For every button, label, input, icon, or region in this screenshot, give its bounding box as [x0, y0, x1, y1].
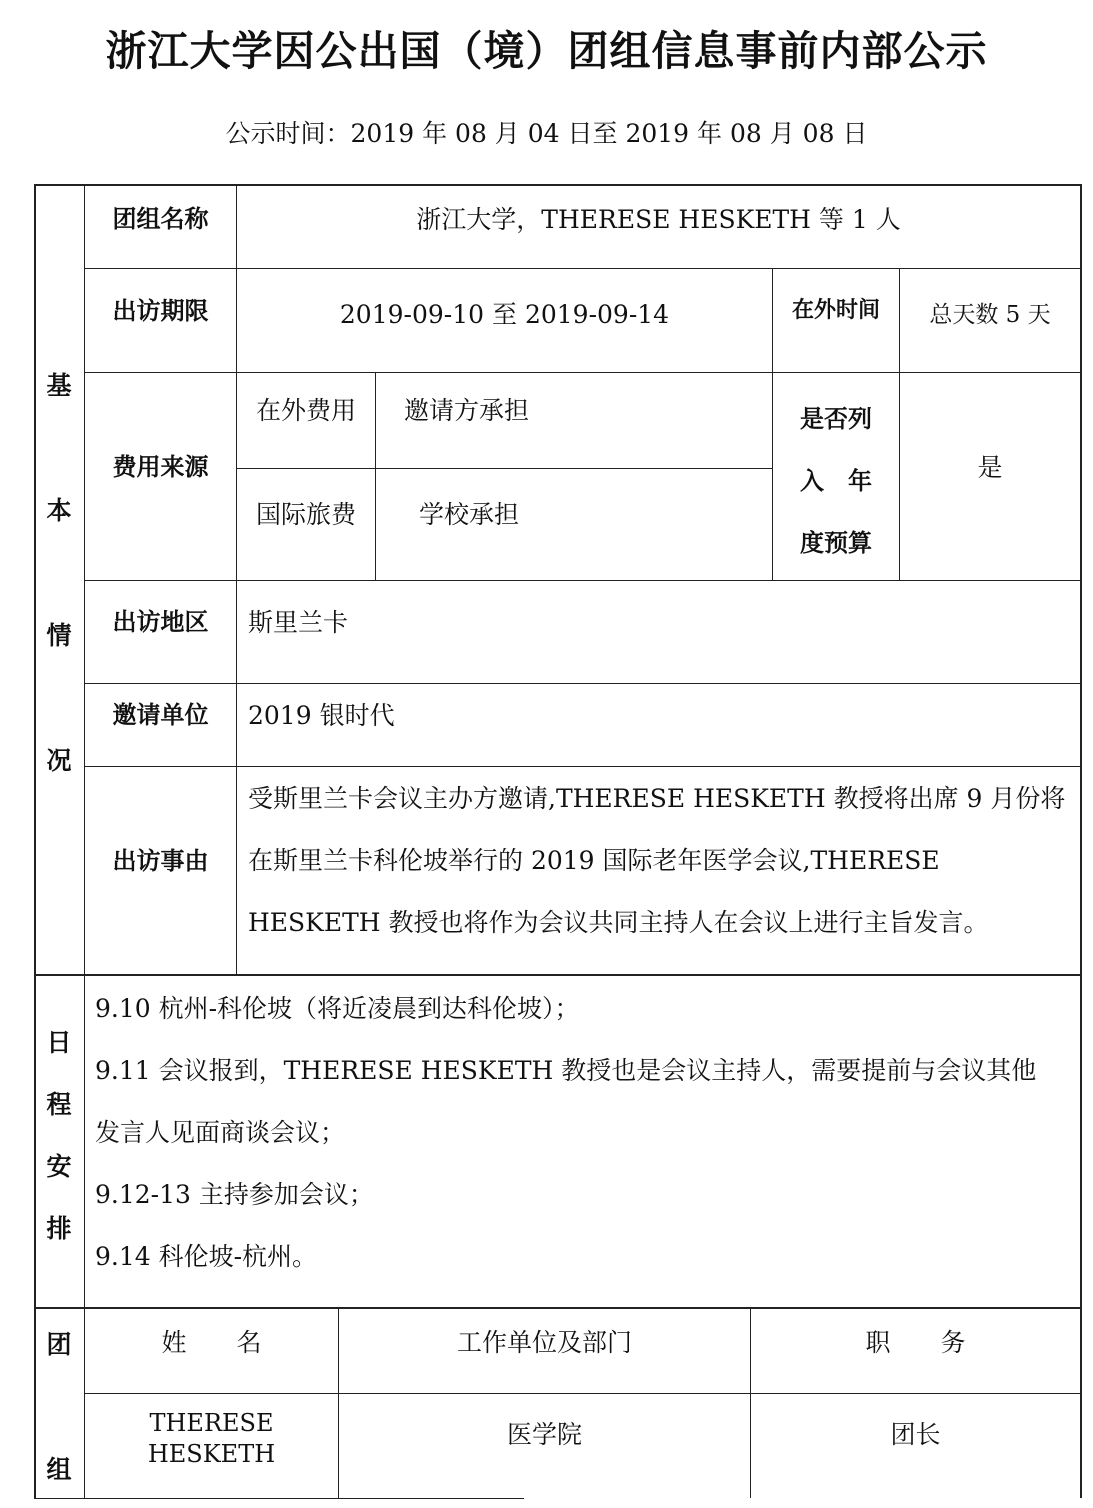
- member-unit-header: 工作单位及部门: [456, 1327, 632, 1357]
- section-label-basic-1: 基: [46, 371, 72, 400]
- reason-line: HESKETH 教授也将作为会议共同主持人在会议上进行主旨发言。: [248, 908, 989, 937]
- member-unit: 医学院: [506, 1419, 582, 1449]
- abroad-cost-label: 在外费用: [255, 395, 356, 425]
- reason-line: 受斯里兰卡会议主办方邀请,THERESE HESKETH 教授将出席 9 月份将: [248, 784, 1066, 813]
- section-label-basic-3: 情: [46, 621, 72, 650]
- visit-period-value: 2019-09-10 至 2019-09-14: [339, 300, 670, 330]
- visit-period-label: 出访期限: [112, 296, 209, 325]
- reason-label: 出访事由: [112, 847, 209, 876]
- member-name: THERESE HESKETH: [147, 1408, 276, 1468]
- section-label-schedule-1: 日: [46, 1028, 72, 1057]
- group-name-value: 浙江大学，THERESE HESKETH 等 1 人: [416, 204, 901, 234]
- region-label: 出访地区: [112, 608, 209, 637]
- travel-cost-value: 学校承担: [419, 499, 520, 529]
- column-divider: [375, 372, 376, 580]
- member-position-header: 职 务: [865, 1327, 966, 1357]
- member-name-header: 姓 名: [161, 1327, 262, 1357]
- reason-line: 在斯里兰卡科伦坡举行的 2019 国际老年医学会议,THERESE: [248, 846, 940, 875]
- table-border-right: [1080, 184, 1082, 1498]
- schedule-item: 9.14 科伦坡-杭州。: [95, 1242, 318, 1271]
- section-label-members-1: 团: [46, 1330, 72, 1359]
- schedule-item: 9.12-13 主持参加会议；: [95, 1180, 374, 1209]
- schedule-item: 发言人见面商谈会议；: [95, 1118, 346, 1147]
- abroad-cost-value: 邀请方承担: [404, 395, 530, 425]
- region-value: 斯里兰卡: [248, 607, 349, 637]
- budget-label-line: 入 年: [800, 467, 872, 495]
- section-label-schedule-4: 排: [46, 1214, 72, 1243]
- time-abroad-value: 总天数 5 天: [929, 301, 1051, 328]
- section-label-members-2: 组: [46, 1455, 72, 1484]
- travel-cost-label: 国际旅费: [255, 499, 356, 529]
- section-label-schedule-2: 程: [46, 1090, 72, 1119]
- budget-label-line: 度预算: [800, 529, 872, 557]
- schedule-list: [95, 978, 1075, 1288]
- inviter-label: 邀请单位: [112, 701, 209, 730]
- budget-value: 是: [977, 452, 1003, 482]
- funding-label: 费用来源: [112, 453, 209, 482]
- schedule-item: 9.10 杭州-科伦坡（将近凌晨到达科伦坡）；: [95, 994, 580, 1023]
- section-divider: [34, 974, 1082, 976]
- budget-label: [773, 388, 899, 574]
- document-title: 浙江大学因公出国（境）团组信息事前内部公示: [105, 27, 988, 75]
- group-name-label: 团组名称: [112, 205, 209, 234]
- reason-text: [248, 768, 1076, 954]
- budget-label-line: 是否列: [800, 405, 872, 433]
- inviter-value: 2019 银时代: [248, 700, 395, 730]
- section-label-basic-4: 况: [46, 746, 72, 775]
- table-border-bottom: [34, 1498, 524, 1499]
- member-position: 团长: [890, 1419, 941, 1449]
- notice-period: 公示时间：2019 年 08 月 04 日至 2019 年 08 月 08 日: [225, 119, 868, 148]
- section-label-schedule-3: 安: [46, 1152, 72, 1181]
- time-abroad-label: 在外时间: [791, 298, 880, 324]
- schedule-item: 9.11 会议报到，THERESE HESKETH 教授也是会议主持人，需要提前与会议其他: [95, 1056, 1037, 1085]
- section-label-basic-2: 本: [46, 496, 72, 525]
